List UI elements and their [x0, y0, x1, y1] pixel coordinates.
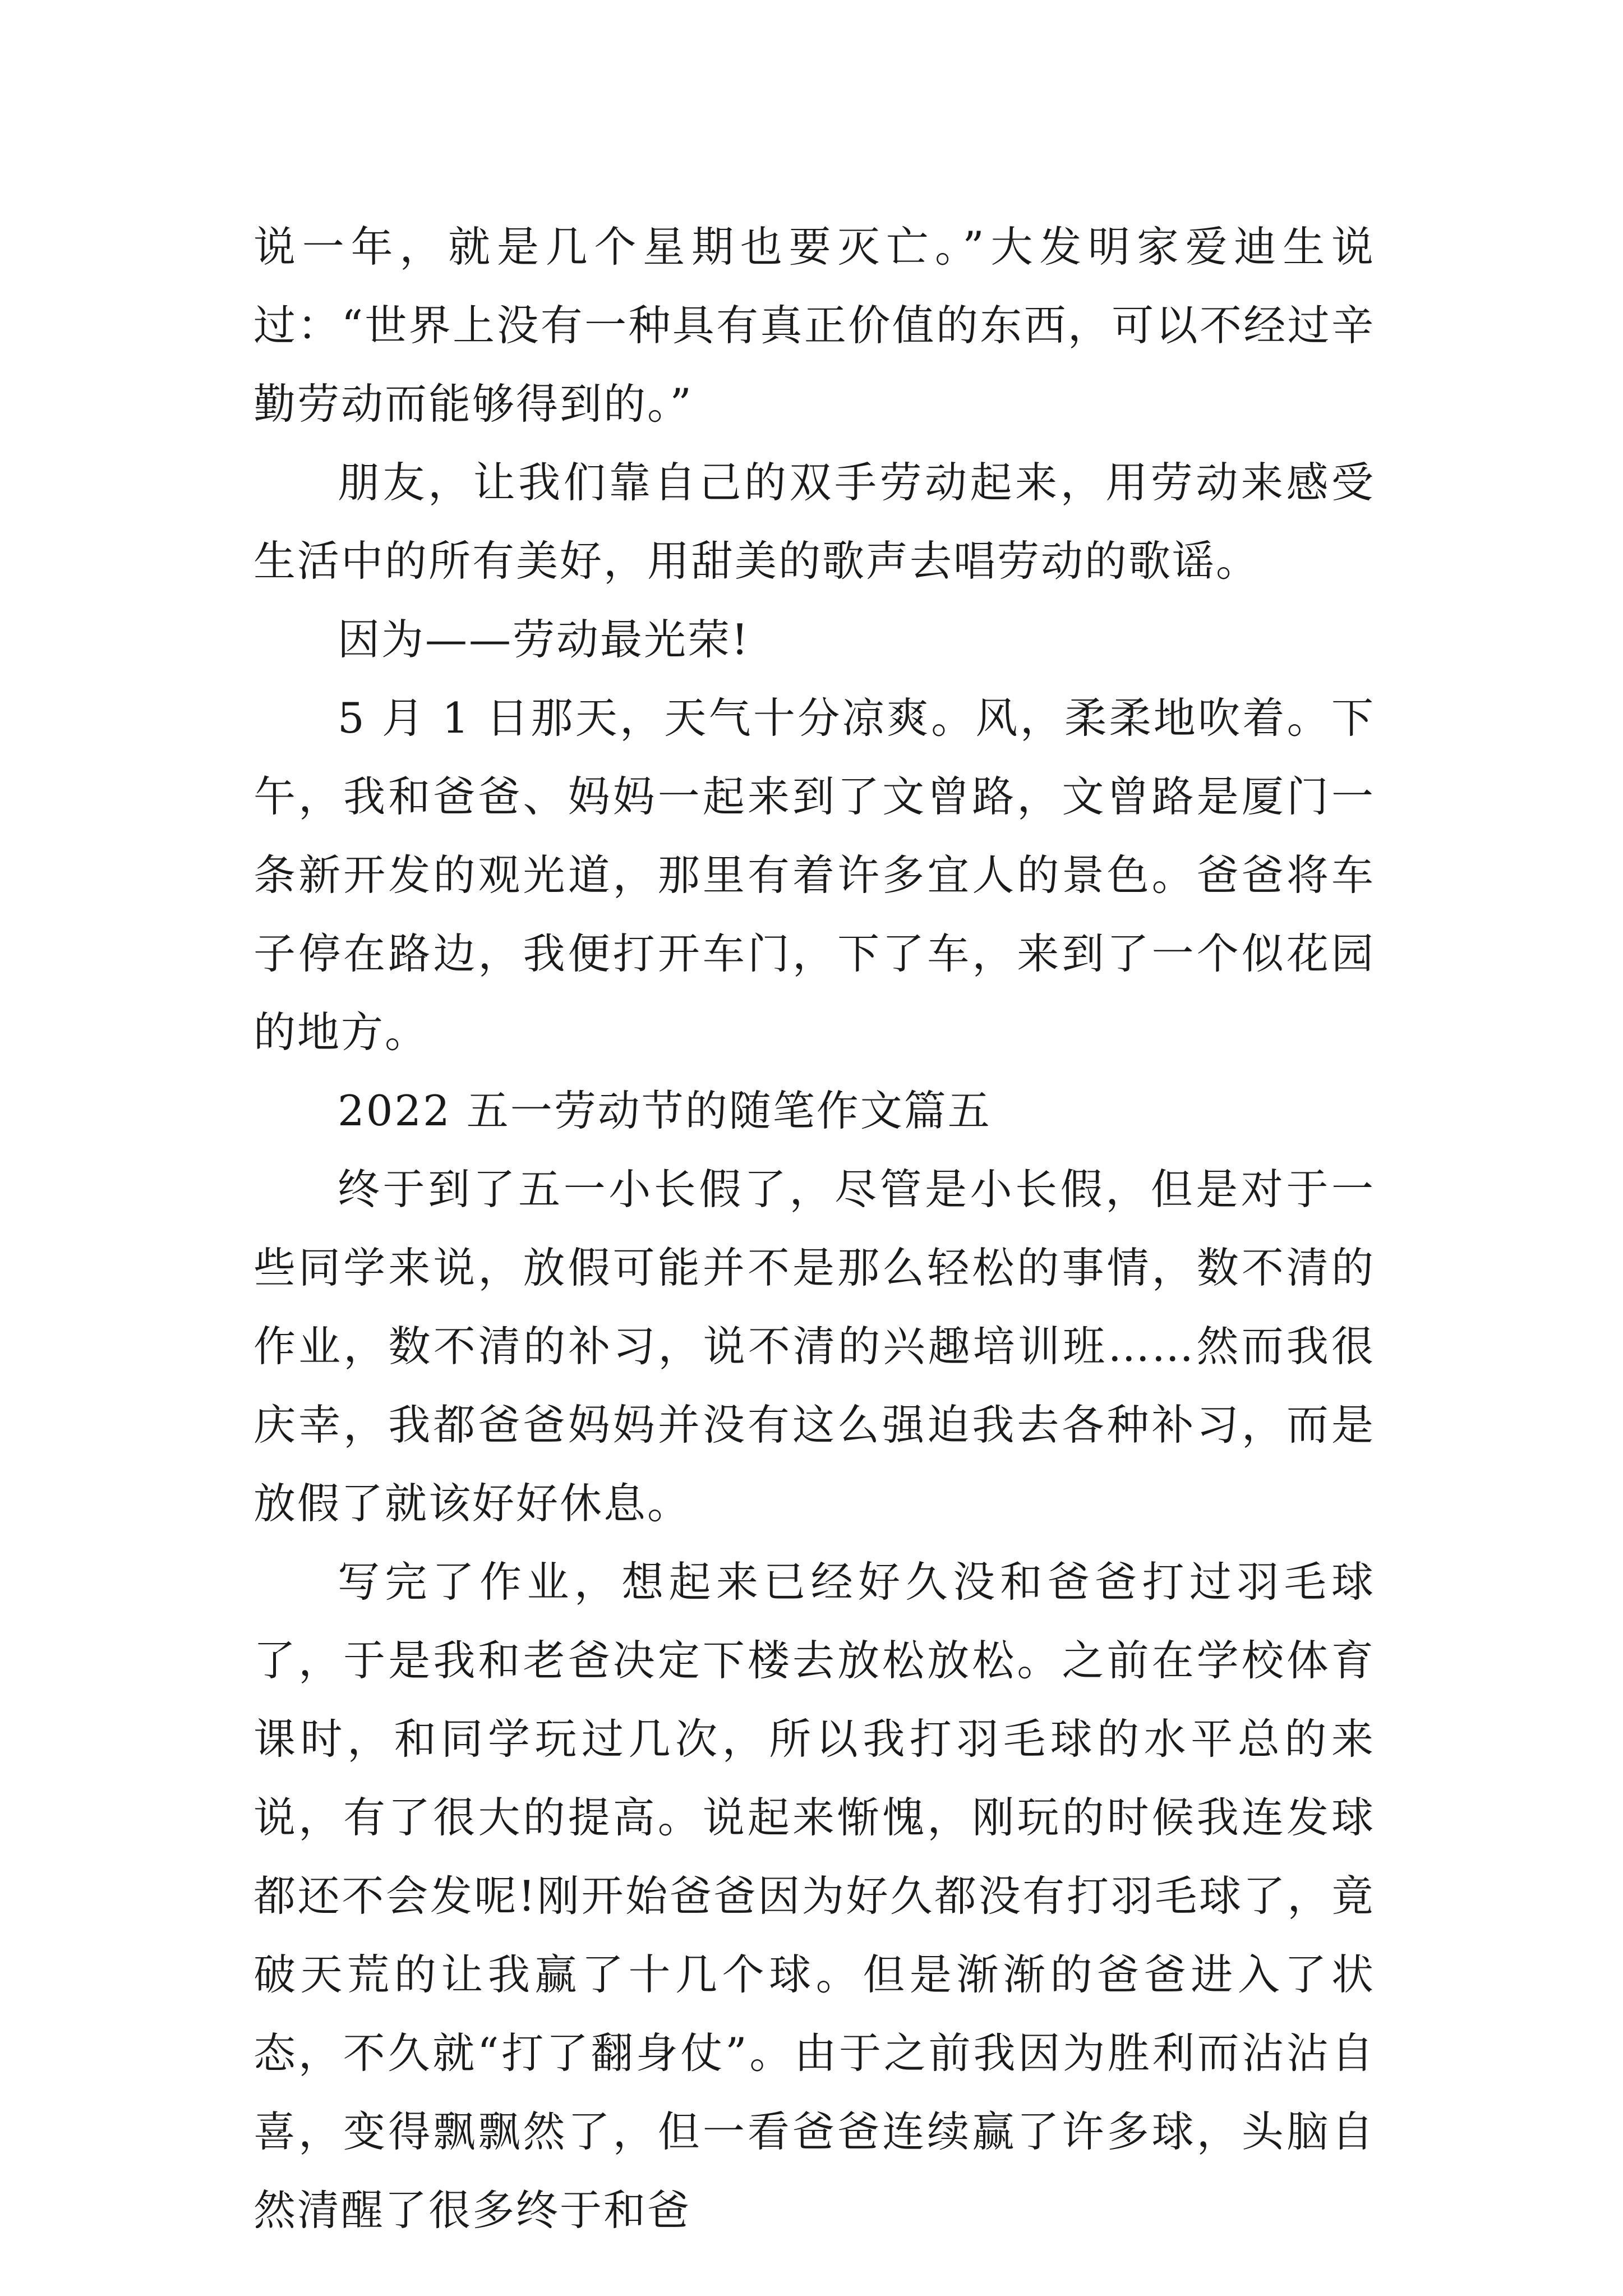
paragraph-badminton: 写完了作业，想起来已经好久没和爸爸打过羽毛球了，于是我和老爸决定下楼去放松放松。之前在学校体育课时，和同学玩过几次，所以我打羽毛球的水平总的来说，有了很大的提高。说起来惭愧，刚玩的时候我连发球都还不会发呢!刚开始爸爸因为好久都没有打羽毛球了，竟破天荒的让我赢了十几个球。但是渐渐的爸爸进入了状态，不久就“打了翻身仗”。由于之前我因为胜利而沾沾自喜，变得飘飘然了，但一看爸爸连续赢了许多球，头脑自然清醒了很多终于和爸: [253, 1557, 1375, 2235]
paragraph-may-first-trip: 5 月 1 日那天，天气十分凉爽。风，柔柔地吹着。下午，我和爸爸、妈妈一起来到了文曾路，文曾路是厦门一条新开发的观光道，那里有着许多宜人的景色。爸爸将车子停在路边，我便打开车门，下了车，来到了一个似花园的地方。: [253, 693, 1375, 1057]
paragraph-labor-glory: 因为——劳动最光荣!: [338, 615, 750, 664]
paragraph-friends-labor: 朋友，让我们靠自己的双手劳动起来，用劳动来感受生活中的所有美好，用甜美的歌声去唱劳动的歌谣。: [253, 458, 1375, 586]
paragraph-holiday-intro: 终于到了五一小长假了，尽管是小长假，但是对于一些同学来说，放假可能并不是那么轻松的事情，数不清的作业，数不清的补习，说不清的兴趣培训班……然而我很庆幸，我都爸爸妈妈并没有这么强迫我去各种补习，而是放假了就该好好休息。: [253, 1165, 1375, 1528]
paragraph-quote-continuation: 说一年，就是几个星期也要灭亡。”大发明家爱迪生说过：“世界上没有一种具有真正价值的东西，可以不经过辛勤劳动而能够得到的。”: [253, 222, 1375, 429]
document-body: [253, 208, 1375, 2249]
section-heading-essay-five: 2022 五一劳动节的随笔作文篇五: [338, 1086, 992, 1135]
